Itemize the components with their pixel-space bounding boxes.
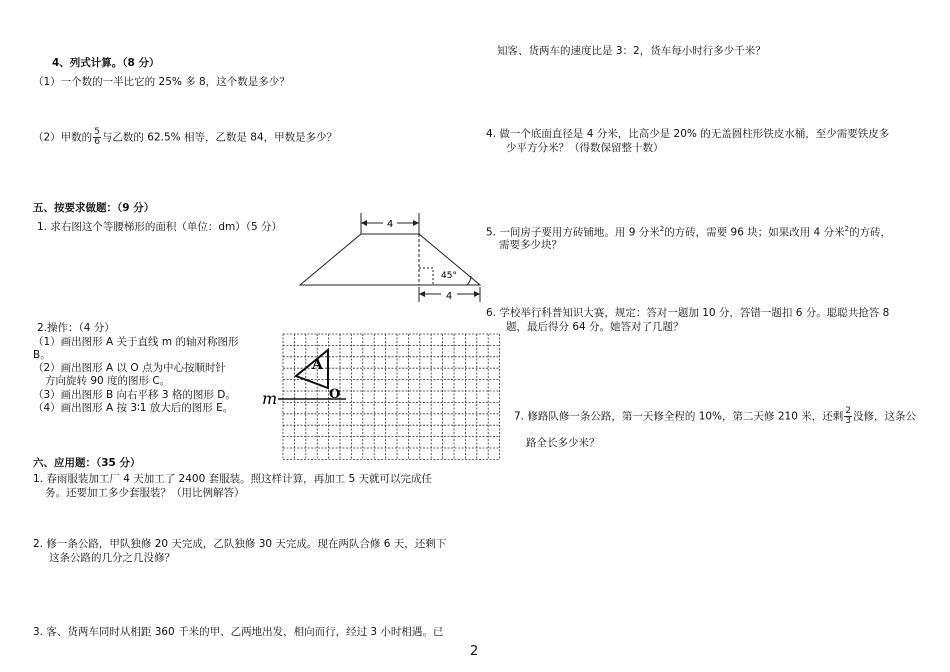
- operation-item: B。: [33, 349, 51, 361]
- right-question-6-line-2: 题，最后得分 64 分。她答对了几题？: [506, 321, 684, 333]
- right-question-7-line-2: 路全长多少米？: [526, 437, 600, 449]
- fraction-numerator: 5: [94, 127, 100, 137]
- sec4-q2-text-b: 与乙数的 62.5% 相等，乙数是 84，甲数是多少？: [101, 131, 338, 144]
- right-question-6-line-1: 6. 学校举行科普知识大赛，规定：答对一题加 10 分，答错一题扣 6 分。聪聪共抢答 8: [486, 307, 890, 319]
- grid-transformation-figure: [258, 330, 508, 470]
- sec4-q2-text-a: （2）甲数的: [33, 131, 93, 144]
- sec6-question-3: 3. 客、货两车同时从相距 360 千米的甲、乙两地出发，相向而行，经过 3 小时相遇。已: [33, 626, 444, 638]
- sec6-question-1-line-2: 务。还要加工多少套服装？（用比例解答）: [45, 487, 245, 499]
- section-6-title: 六、应用题：（35 分）: [33, 457, 141, 469]
- fraction-five-sixths: [93, 128, 101, 147]
- square-superscript: 2: [844, 225, 850, 233]
- operation-item: （3）画出图形 B 向右平移 3 格的图形 D。: [33, 389, 236, 401]
- right-angle-mark: [419, 268, 433, 285]
- right-question-4-line-2: 少平方分米？（得数保留整十数）: [506, 142, 664, 154]
- section-5-title: 五、按要求做题：（9 分）: [33, 202, 155, 214]
- sec4-question-2: [33, 128, 337, 147]
- arrow-left-icon: [361, 220, 367, 226]
- right-question-5-line-2: 需要多少块？: [499, 239, 562, 251]
- q5-text-part: 的方砖，需要 96 块；如果改用 4 分米: [664, 226, 845, 239]
- arrow-right-icon: [413, 220, 419, 226]
- right-question-5-line-1: [486, 225, 891, 240]
- top-base-label: 4: [386, 219, 394, 230]
- line-m-label: m: [262, 389, 278, 408]
- angle-label: 45°: [441, 271, 457, 281]
- section-4-title: 4、列式计算。（8 分）: [52, 57, 160, 69]
- fraction-denominator: 6: [94, 137, 100, 147]
- q3-continued: 知客、货两车的速度比是 3：2，货车每小时行多少千米？: [497, 45, 766, 57]
- page-number: 2: [470, 644, 479, 659]
- operation-item: （2）画出图形 A 以 O 点为中心按顺时针: [33, 362, 226, 374]
- right-question-7-line-1: [514, 407, 916, 426]
- dashed-grid: [283, 334, 500, 459]
- fraction-numerator: 2: [845, 406, 851, 416]
- fraction-denominator: 3: [845, 416, 851, 426]
- angle-arc: [467, 276, 471, 285]
- arrow-right-icon: [474, 291, 480, 297]
- right-question-4-line-1: 4. 做一个底面直径是 4 分米，比高少是 20% 的无盖圆柱形铁皮水桶，至少需要铁皮多: [486, 128, 890, 140]
- fraction-two-thirds: [844, 407, 852, 426]
- sec5-question-1: 1. 求右图这个等腰梯形的面积（单位：dm）（5 分）: [37, 221, 283, 233]
- sec6-question-2-line-2: 这条公路的几分之几没修？: [49, 552, 175, 564]
- point-o-label: O: [329, 387, 341, 402]
- isosceles-trapezoid-figure: [295, 210, 490, 305]
- bottom-segment-label: 4: [445, 291, 453, 302]
- square-superscript: 2: [659, 225, 665, 233]
- sec6-question-2-line-1: 2. 修一条公路，甲队独修 20 天完成，乙队独修 30 天完成。现在两队合修 6 天，还剩下: [33, 538, 447, 550]
- sec6-question-1-line-1: 1. 春雨服装加工厂 4 天加工了 2400 套服装。照这样计算，再加工 5 天就可以完成任: [33, 473, 432, 485]
- sec4-question-1: （1）一个数的一半比它的 25% 多 8，这个数是多少？: [33, 76, 290, 88]
- q5-text-part: 5. 一间房子要用方砖铺地。用 9 分米: [486, 226, 660, 239]
- q7-text-part: 7. 修路队修一条公路，第一天修全程的 10%，第二天修 210 米，还剩: [514, 410, 844, 423]
- operation-item: （1）画出图形 A 关于直线 m 的轴对称图形: [33, 336, 239, 348]
- q7-text-part: 没修，这条公: [852, 410, 916, 423]
- triangle-a-label: A: [312, 357, 323, 373]
- operation-item: 方向旋转 90 度的图形 C。: [45, 375, 171, 387]
- operation-title: 2.操作：（4 分）: [37, 322, 115, 334]
- arrow-left-icon: [419, 291, 425, 297]
- operation-item: （4）画出图形 A 按 3∶1 放大后的图形 E。: [33, 402, 234, 414]
- q5-text-part: 的方砖，: [849, 226, 892, 239]
